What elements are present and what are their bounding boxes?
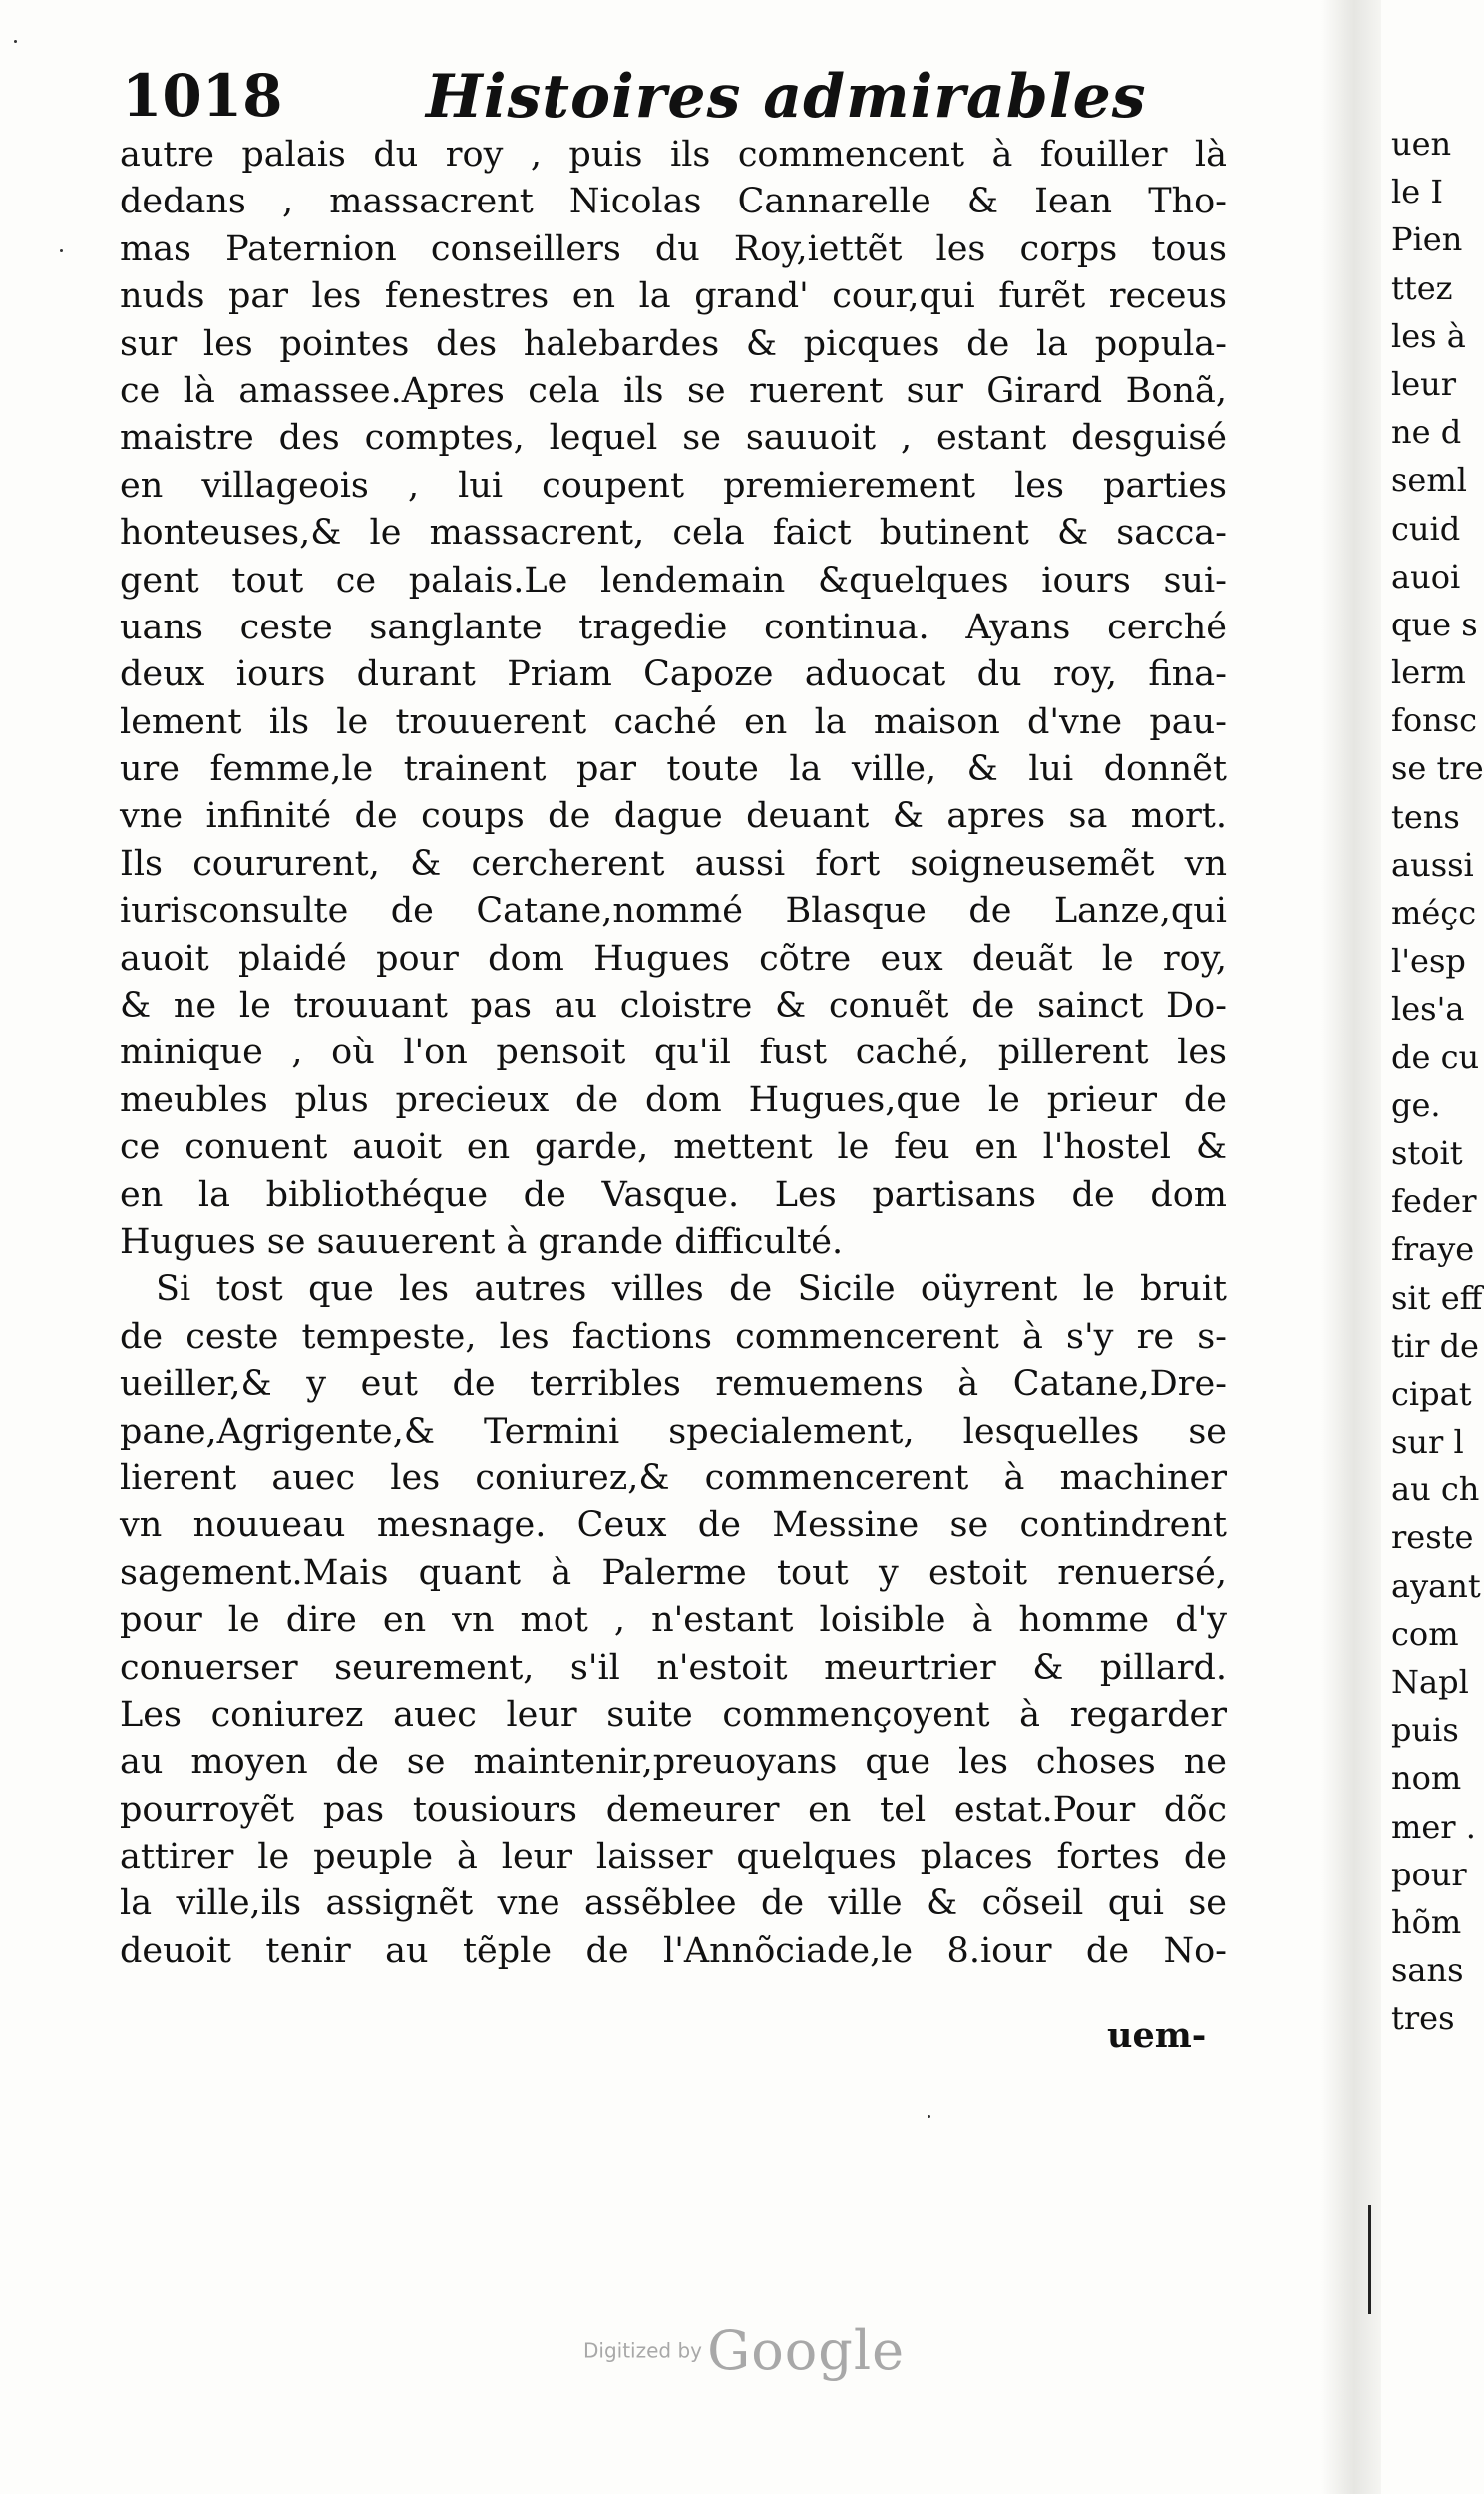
facing-page-fragment: tres [1391, 1999, 1455, 2038]
facing-page-fragment: fonsc [1391, 701, 1478, 740]
text-line: attirer le peuple à leur laisser quelques places fortes de [120, 1837, 1227, 1877]
text-line: pane,Agrigente,& Termini specialement, lesquelles se [120, 1411, 1227, 1452]
facing-page-fragment: le I [1391, 173, 1443, 211]
text-line: pourroyẽt pas tousiours demeurer en tel estat.Pour dõc [120, 1789, 1227, 1830]
running-head [122, 62, 1229, 142]
text-line: Hugues se sauuerent à grande difficulté. [120, 1221, 844, 1262]
ink-speck [928, 2115, 930, 2118]
facing-page-edge [1391, 120, 1484, 2135]
facing-page-fragment: sit eff [1391, 1278, 1483, 1317]
watermark-prefix: Digitized by [583, 2338, 702, 2363]
text-line: mas Paternion conseillers du Roy,iettẽt les corps tous [120, 228, 1227, 269]
facing-page-fragment: sans [1391, 1951, 1464, 1990]
facing-page-fragment: reste [1391, 1518, 1474, 1557]
facing-page-fragment: ge. [1391, 1085, 1441, 1124]
facing-page-fragment: nom [1391, 1759, 1462, 1798]
running-title: Histoires admirables [426, 62, 1147, 132]
facing-page-fragment: méçc [1391, 894, 1477, 932]
text-line: vn nouueau mesnage. Ceux de Messine se contindrent [120, 1505, 1227, 1546]
facing-page-fragment: les à [1391, 316, 1466, 355]
facing-page-fragment: cipat [1391, 1374, 1472, 1413]
text-line: ce là amassee.Apres cela ils se ruerent sur Girard Bonã, [120, 370, 1227, 411]
text-line: pour le dire en vn mot , n'estant loisible à homme d'y [120, 1600, 1227, 1641]
text-line: honteuses,& le massacrent, cela faict butinent & sacca- [120, 513, 1227, 554]
text-line: en la bibliothéque de Vasque. Les partisans de dom [120, 1174, 1227, 1215]
facing-page-fragment: mer . [1391, 1807, 1476, 1846]
text-line: auoit plaidé pour dom Hugues cõtre eux deuãt le roy, [120, 938, 1227, 979]
facing-page-fragment: fraye [1391, 1230, 1475, 1269]
text-line: vne infinité de coups de dague deuant & apres sa mort. [120, 796, 1227, 837]
text-line: deuoit tenir au tẽple de l'Annõciade,le 8.iour de No- [120, 1930, 1227, 1971]
facing-page-fragment: se tre [1391, 749, 1484, 788]
text-line: de ceste tempeste, les factions commencerent à s'y re s- [120, 1316, 1227, 1357]
facing-page-fragment: tir de [1391, 1326, 1479, 1365]
google-logo: Google [707, 2319, 906, 2382]
facing-page-fragment: pour [1391, 1855, 1467, 1893]
facing-page-fragment: tens [1391, 797, 1460, 836]
facing-page-fragment: cuid [1391, 509, 1461, 548]
facing-page-fragment: com [1391, 1614, 1459, 1653]
ink-speck [14, 40, 17, 43]
facing-page-fragment: l'esp [1391, 942, 1466, 981]
text-line: au moyen de se maintenir,preuoyans que les choses ne [120, 1742, 1227, 1783]
catchword: uem- [1107, 2015, 1207, 2056]
page-edge-mark [1368, 2205, 1371, 2314]
facing-page-fragment: au ch [1391, 1470, 1480, 1509]
facing-page-fragment: que s [1391, 605, 1478, 643]
text-line: en villageois , lui coupent premierement les parties [120, 465, 1227, 506]
text-line: la ville,ils assignẽt vne assẽblee de ville & cõseil qui se [120, 1883, 1227, 1924]
facing-page-fragment: les'a [1391, 990, 1465, 1029]
text-line: minique , où l'on pensoit qu'il fust caché, pillerent les [120, 1033, 1227, 1073]
facing-page-fragment: sur l [1391, 1423, 1464, 1461]
facing-page-fragment: lerm [1391, 653, 1466, 692]
text-line: dedans , massacrent Nicolas Cannarelle & Iean Tho- [120, 182, 1227, 222]
digitization-watermark [583, 2319, 905, 2382]
text-line: Ils coururent, & cercherent aussi fort soigneusemẽt vn [120, 843, 1227, 884]
text-line: maistre des comptes, lequel se sauuoit , estant desguisé [120, 418, 1227, 459]
facing-page-fragment: feder [1391, 1182, 1477, 1221]
facing-page-fragment: Pien [1391, 220, 1463, 259]
text-line: Si tost que les autres villes de Sicile oüyrent le bruit [156, 1269, 1227, 1310]
text-line: & ne le trouuant pas au cloistre & conuẽt de sainct Do- [120, 986, 1227, 1027]
facing-page-fragment: hõm [1391, 1902, 1462, 1941]
text-line: nuds par les fenestres en la grand' cour,qui furẽt receus [120, 276, 1227, 317]
facing-page-fragment: leur [1391, 364, 1457, 403]
page-number: 1018 [122, 62, 283, 130]
text-line: gent tout ce palais.Le lendemain &quelques iours sui- [120, 560, 1227, 601]
facing-page-fragment: ayant [1391, 1566, 1481, 1605]
text-line: ueiller,& y eut de terribles remuemens à Catane,Dre- [120, 1364, 1227, 1405]
text-line: uans ceste sanglante tragedie continua. Ayans cerché [120, 607, 1227, 647]
facing-page-fragment: auoi [1391, 557, 1461, 596]
ink-speck [60, 249, 63, 252]
text-line: autre palais du roy , puis ils commencent à fouiller là [120, 135, 1227, 175]
facing-page-fragment: ttez [1391, 268, 1453, 307]
page-gutter [1321, 0, 1381, 2494]
text-line: iurisconsulte de Catane,nommé Blasque de Lanze,qui [120, 891, 1227, 932]
facing-page-fragment: uen [1391, 125, 1452, 163]
text-line: sur les pointes des halebardes & picques de la popula- [120, 323, 1227, 364]
facing-page-fragment: ne d [1391, 413, 1462, 452]
text-line: meubles plus precieux de dom Hugues,que le prieur de [120, 1079, 1227, 1120]
text-line: deux iours durant Priam Capoze aduocat du roy, fina- [120, 654, 1227, 695]
text-line: lierent auec les coniurez,& commencerent à machiner [120, 1457, 1227, 1498]
facing-page-fragment: aussi [1391, 845, 1474, 884]
text-line: conuerser seurement, s'il n'estoit meurtrier & pillard. [120, 1647, 1227, 1688]
text-line: ure femme,le trainent par toute la ville, & lui donnẽt [120, 749, 1227, 790]
facing-page-fragment: seml [1391, 461, 1467, 500]
facing-page-fragment: de cu [1391, 1038, 1480, 1076]
facing-page-fragment: Napl [1391, 1663, 1469, 1701]
body-text [120, 132, 1227, 1975]
text-line: ce conuent auoit en garde, mettent le feu en l'hostel & [120, 1127, 1227, 1168]
facing-page-fragment: stoit [1391, 1133, 1463, 1172]
facing-page-fragment: puis [1391, 1711, 1459, 1750]
text-line: sagement.Mais quant à Palerme tout y estoit renuersé, [120, 1552, 1227, 1593]
text-line: lement ils le trouuerent caché en la maison d'vne pau- [120, 701, 1227, 742]
text-line: Les coniurez auec leur suite commençoyent à regarder [120, 1694, 1227, 1735]
